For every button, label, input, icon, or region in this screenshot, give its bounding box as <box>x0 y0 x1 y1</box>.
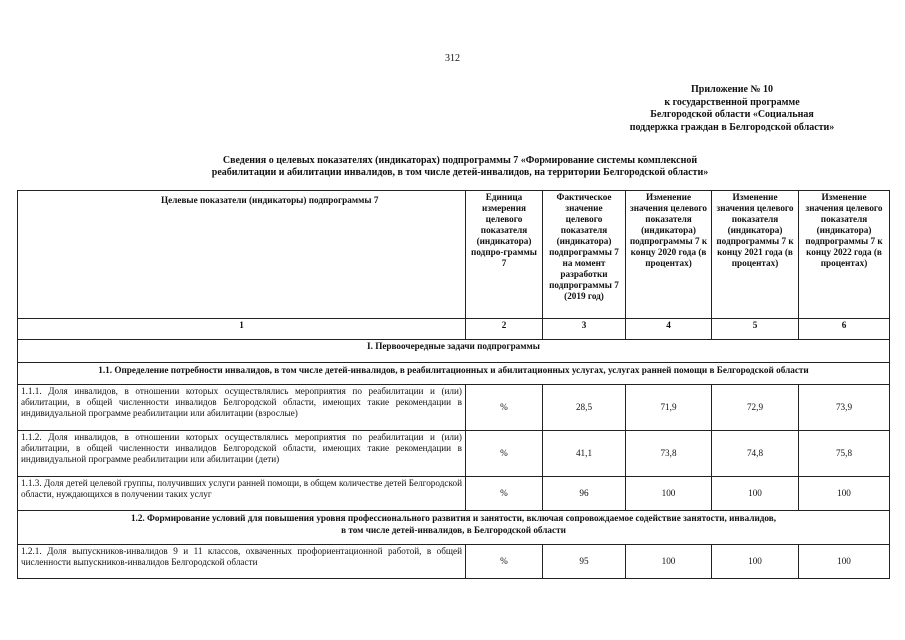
indicator-unit: % <box>466 477 543 511</box>
column-number: 3 <box>543 319 626 340</box>
column-number: 6 <box>799 319 890 340</box>
indicators-table <box>17 190 890 579</box>
value-2019: 28,5 <box>543 385 626 431</box>
column-number: 2 <box>466 319 543 340</box>
indicator-name: 1.1.3. Доля детей целевой группы, получивших услуги ранней помощи, в общем количестве детей Белгородской области, нуждающихся в получении таких услуг <box>18 477 466 511</box>
header-actual-2019: Фактическое значение целевого показателя (индикатора) подпрограммы 7 на момент разработки подпрограммы 7 (2019 год) <box>543 191 626 319</box>
table-row <box>18 477 890 511</box>
document-title-line: реабилитации и абилитации инвалидов, в том числе детей-инвалидов, на территории Белгородской области» <box>211 167 709 178</box>
section-row <box>18 340 890 363</box>
subsection-title-line: в том числе детей-инвалидов, в Белгородской области <box>341 525 566 535</box>
table-row <box>18 431 890 477</box>
value-2020: 100 <box>626 477 712 511</box>
column-number: 5 <box>712 319 799 340</box>
value-2019: 96 <box>543 477 626 511</box>
value-2020: 100 <box>626 545 712 579</box>
subsection-title: 1.1. Определение потребности инвалидов, в том числе детей-инвалидов, в реабилитационных и абилитационных услугах, услугах ранней помощи в Белгородской области <box>18 363 890 385</box>
indicator-name: 1.1.2. Доля инвалидов, в отношении которых осуществлялись мероприятия по реабилитации и (или) абилитации, в общей численности инвалидов Белгородской области, имеющих такие рекомендации в индивидуальной программе реабилитации или абилитации (дети) <box>18 431 466 477</box>
header-indicator: Целевые показатели (индикаторы) подпрограммы 7 <box>18 191 466 319</box>
value-2021: 100 <box>712 545 799 579</box>
document-title <box>150 155 770 179</box>
value-2022: 100 <box>799 545 890 579</box>
subsection-row <box>18 511 890 545</box>
appendix-line: к государственной программе <box>664 96 800 108</box>
table-header-row <box>18 191 890 319</box>
column-number-row <box>18 319 890 340</box>
appendix-line: Белгородской области «Социальная <box>650 109 814 120</box>
appendix-heading <box>617 84 847 134</box>
value-2022: 100 <box>799 477 890 511</box>
value-2020: 71,9 <box>626 385 712 431</box>
table-row <box>18 385 890 431</box>
value-2021: 72,9 <box>712 385 799 431</box>
subsection-title-line: 1.2. Формирование условий для повышения уровня профессионального развития и занятости, включая сопровождаемое содействие занятости, инвалидов, <box>130 513 777 523</box>
appendix-line: поддержка граждан в Белгородской области» <box>629 121 835 133</box>
header-change-2020: Изменение значения целевого показателя (индикатора) подпрограммы 7 к концу 2020 года (в процентах) <box>626 191 712 319</box>
document-title-line: Сведения о целевых показателях (индикаторах) подпрограммы 7 «Формирование системы комплексной <box>222 155 698 166</box>
header-change-2021: Изменение значения целевого показателя (индикатора) подпрограммы 7 к концу 2021 года (в процентах) <box>712 191 799 319</box>
indicator-name: 1.1.1. Доля инвалидов, в отношении которых осуществлялись мероприятия по реабилитации и (или) абилитации, в общей численности инвалидов Белгородской области, имеющих такие рекомендации в индивидуальной программе реабилитации или абилитации (взрослые) <box>18 385 466 431</box>
value-2022: 73,9 <box>799 385 890 431</box>
section-title: I. Первоочередные задачи подпрограммы <box>18 340 890 363</box>
value-2021: 100 <box>712 477 799 511</box>
page-number: 312 <box>445 53 460 64</box>
appendix-line: Приложение № 10 <box>690 84 774 95</box>
table-row <box>18 545 890 579</box>
header-unit: Единица измерения целевого показателя (индикатора) подпро-граммы 7 <box>466 191 543 319</box>
value-2019: 95 <box>543 545 626 579</box>
indicator-unit: % <box>466 385 543 431</box>
value-2021: 74,8 <box>712 431 799 477</box>
indicator-unit: % <box>466 545 543 579</box>
subsection-title <box>18 511 890 545</box>
indicator-unit: % <box>466 431 543 477</box>
value-2019: 41,1 <box>543 431 626 477</box>
column-number: 1 <box>18 319 466 340</box>
subsection-row <box>18 363 890 385</box>
column-number: 4 <box>626 319 712 340</box>
indicator-name: 1.2.1. Доля выпускников-инвалидов 9 и 11 классов, охваченных профориентационной работой, в общей численности выпускников-инвалидов Белгородской области <box>18 545 466 579</box>
value-2020: 73,8 <box>626 431 712 477</box>
header-change-2022: Изменение значения целевого показателя (индикатора) подпрограммы 7 к концу 2022 года (в процентах) <box>799 191 890 319</box>
value-2022: 75,8 <box>799 431 890 477</box>
